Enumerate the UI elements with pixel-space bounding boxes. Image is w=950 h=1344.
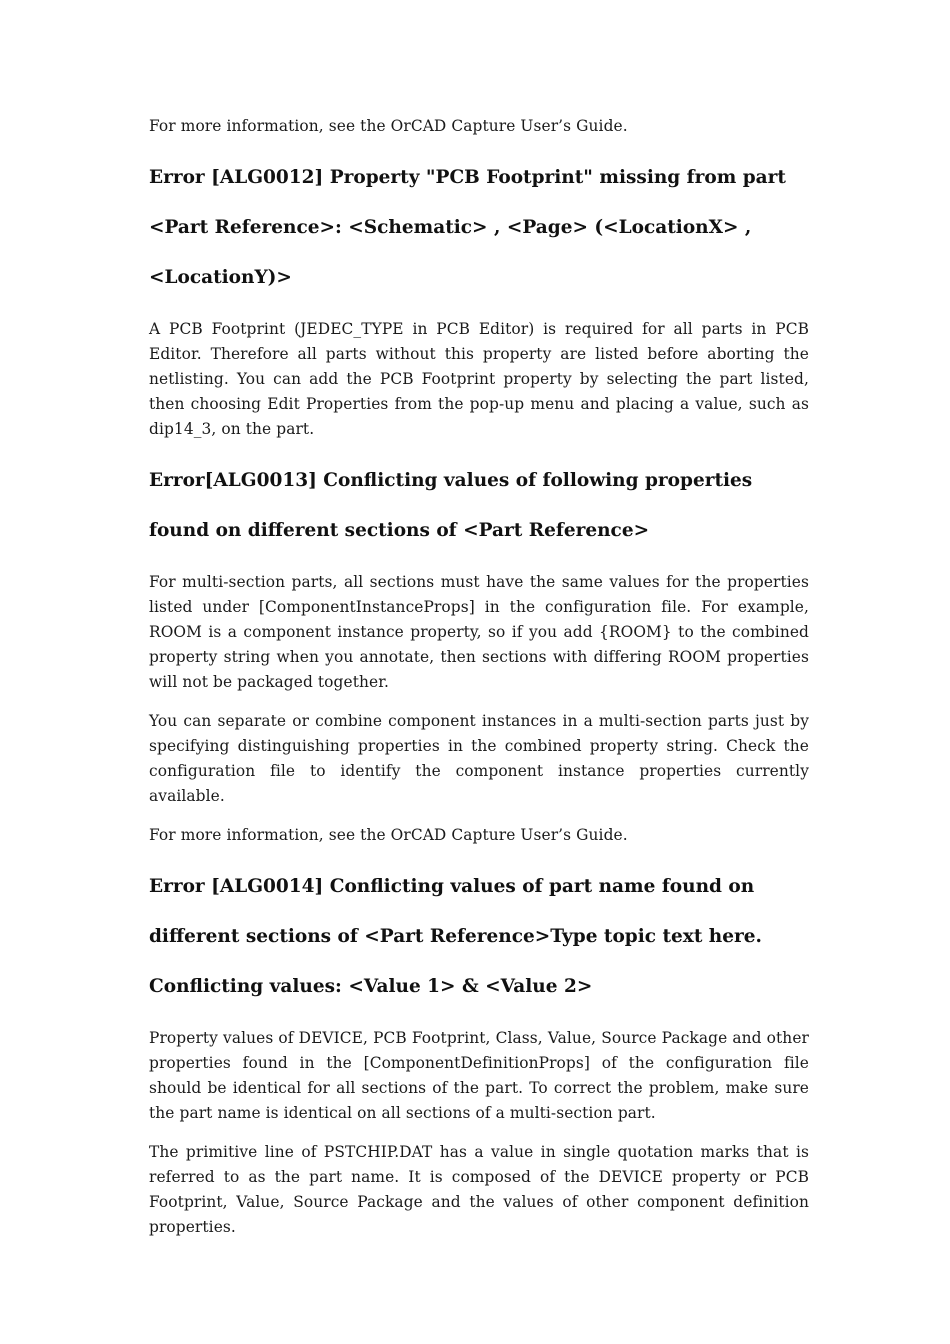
error-heading-alg0013: Error[ALG0013] Conflicting values of following properties found on different sections of <Part Reference> <box>149 470 753 541</box>
error-heading-alg0014: Error [ALG0014] Conflicting values of part name found on different sections of <Part Reference>Type topic text here. Conflicting values: <Value 1> & <Value 2> <box>149 876 762 997</box>
document-page <box>149 114 809 1254</box>
paragraph: A PCB Footprint (JEDEC_TYPE in PCB Editor) is required for all parts in PCB Editor. Therefore all parts without this property are listed before aborting the netlisting. You can add the PCB Footprint property by selecting the part listed, then choosing Edit Properties from the pop-up menu and placing a value, such as dip14_3, on the part. <box>149 320 809 438</box>
paragraph: Property values of DEVICE, PCB Footprint, Class, Value, Source Package and other properties found in the [ComponentDefinitionProps] of the configuration file should be identical for all sections of the part. To correct the problem, make sure the part name is identical on all sections of a multi-section part. <box>149 1029 809 1122</box>
paragraph: For multi-section parts, all sections must have the same values for the properties listed under [ComponentInstanceProps] in the configuration file. For example, ROOM is a component instance property, so if you add {ROOM} to the combined property string when you annotate, then sections with differing ROOM properties will not be packaged together. <box>149 573 809 691</box>
paragraph: You can separate or combine component instances in a multi-section parts just by specifying distinguishing properties in the combined property string. Check the configuration file to identify the component instance properties currently available. <box>149 712 809 805</box>
paragraph: The primitive line of PSTCHIP.DAT has a value in single quotation marks that is referred to as the part name. It is composed of the DEVICE property or PCB Footprint, Value, Source Package and the values of other component definition properties. <box>149 1143 809 1236</box>
paragraph: For more information, see the OrCAD Capture User’s Guide. <box>149 117 628 135</box>
paragraph: For more information, see the OrCAD Capture User’s Guide. <box>149 826 628 844</box>
error-heading-alg0012: Error [ALG0012] Property "PCB Footprint" missing from part <Part Reference>: <Schematic> , <Page> (<LocationX> , <LocationY)> <box>149 167 786 288</box>
